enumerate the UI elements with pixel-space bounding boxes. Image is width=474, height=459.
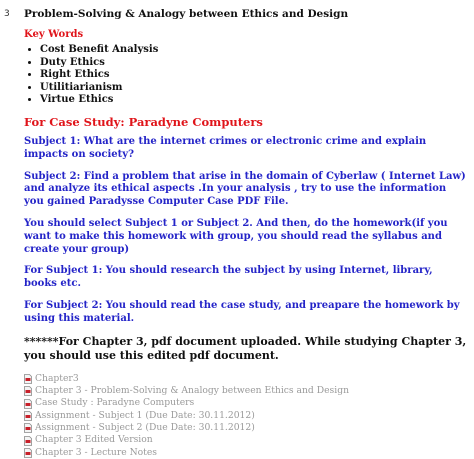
- section-title: Problem-Solving & Analogy between Ethics and Design: [24, 8, 349, 20]
- resource-link[interactable]: [24, 397, 468, 409]
- subject-2-question: Subject 2: Find a problem that arise in the domain of Cyberlaw ( Internet Law) and analyze its ethical aspects .In your analysis , try to use the information you gained Paradysse Computer Case PDF File.: [24, 170, 466, 208]
- key-word-item: • Virtue Ethics: [40, 94, 468, 107]
- pdf-file-icon: [24, 399, 32, 409]
- pdf-file-icon: [24, 423, 32, 433]
- pdf-file-icon: [24, 411, 32, 421]
- section-number: 3: [4, 9, 10, 19]
- subject-1-instructions: For Subject 1: You should research the subject by using Internet, library, books etc.: [24, 265, 433, 290]
- resource-link[interactable]: [24, 410, 468, 422]
- resource-link[interactable]: [24, 422, 468, 434]
- resource-label: Chapter 3 Edited Version: [35, 434, 153, 446]
- resource-label: Chapter 3 - Lecture Notes: [35, 446, 157, 458]
- pdf-file-icon: [24, 386, 32, 396]
- key-word-item: • Utilitiarianism: [40, 82, 468, 95]
- subject-1-question: Subject 1: What are the internet crimes or electronic crime and explain impacts on society?: [24, 135, 427, 160]
- case-study-heading: For Case Study: Paradyne Computers: [24, 114, 263, 129]
- resource-list: [24, 373, 468, 459]
- resource-label: Chapter 3 - Problem-Solving & Analogy between Ethics and Design: [35, 384, 349, 396]
- resource-link[interactable]: [24, 434, 468, 446]
- pdf-file-icon: [24, 374, 32, 384]
- key-word-item: • Right Ethics: [40, 69, 468, 82]
- key-words-list: [24, 44, 468, 107]
- pdf-file-icon: [24, 448, 32, 458]
- resource-label: Assignment - Subject 2 (Due Date: 30.11.2012): [35, 422, 255, 434]
- homework-instructions: You should select Subject 1 or Subject 2. And then, do the homework(if you want to make this homework with group, you should read the syllabus and create your group): [24, 217, 448, 255]
- pdf-file-icon: [24, 436, 32, 446]
- resource-link[interactable]: [24, 373, 468, 385]
- resource-link[interactable]: [24, 447, 468, 459]
- resource-label: Assignment - Subject 1 (Due Date: 30.11.2012): [35, 409, 255, 421]
- resource-label: Chapter3: [35, 372, 79, 384]
- chapter-note: ******For Chapter 3, pdf document uploaded. While studying Chapter 3, you should use this edited pdf document.: [24, 334, 467, 362]
- key-word-item: • Duty Ethics: [40, 57, 468, 70]
- key-words-heading: Key Words: [24, 29, 84, 40]
- key-word-item: • Cost Benefit Analysis: [40, 44, 468, 57]
- section-content: [24, 8, 468, 459]
- resource-label: Case Study : Paradyne Computers: [35, 397, 195, 409]
- resource-link[interactable]: [24, 385, 468, 397]
- subject-2-instructions: For Subject 2: You should read the case study, and preapare the homework by using this material.: [24, 299, 460, 324]
